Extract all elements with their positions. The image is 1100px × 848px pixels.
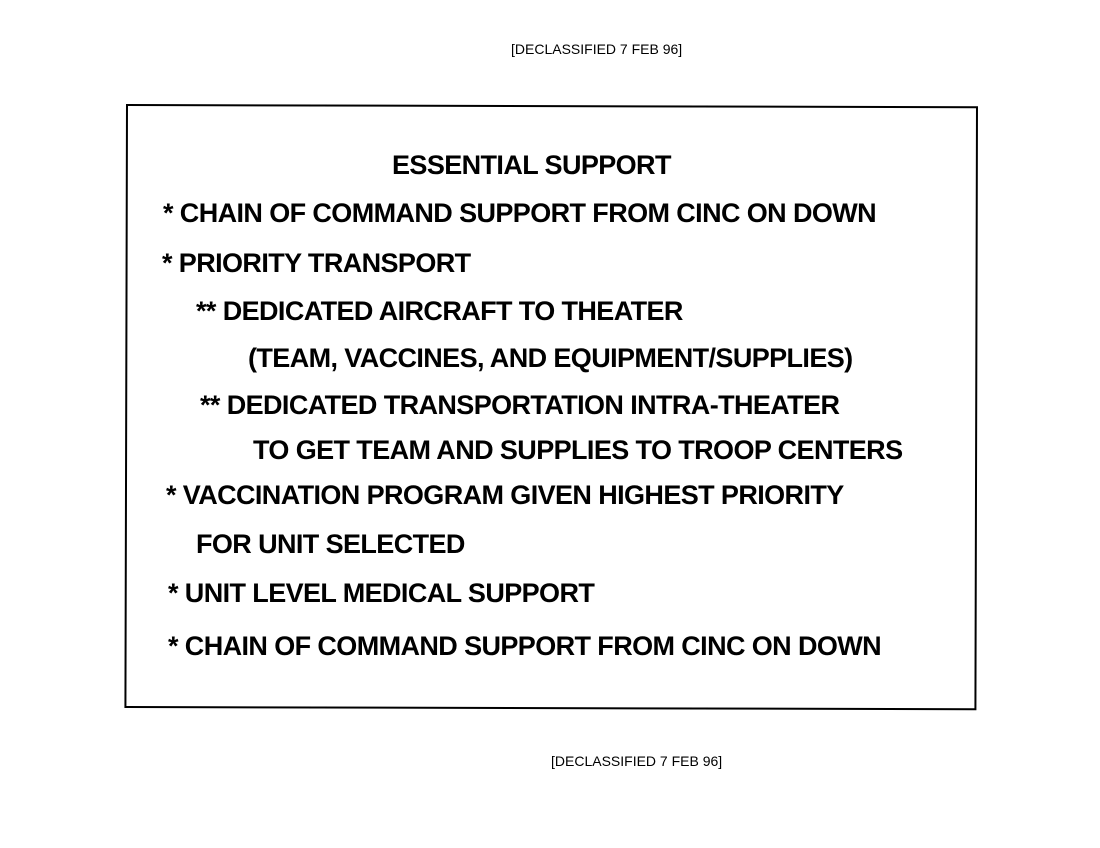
- bullet-unit-level-medical: * UNIT LEVEL MEDICAL SUPPORT: [168, 578, 595, 608]
- sub-bullet-dedicated-aircraft: ** DEDICATED AIRCRAFT TO THEATER: [196, 296, 683, 326]
- bullet-chain-of-command-1: * CHAIN OF COMMAND SUPPORT FROM CINC ON DOWN: [163, 198, 877, 228]
- slide-title: ESSENTIAL SUPPORT: [392, 150, 671, 180]
- sub-bullet-transportation-detail: TO GET TEAM AND SUPPLIES TO TROOP CENTERS: [253, 435, 903, 465]
- bullet-priority-transport: * PRIORITY TRANSPORT: [162, 248, 471, 278]
- declassified-stamp-bottom: [DECLASSIFIED 7 FEB 96]: [551, 753, 723, 769]
- bullet-vaccination-detail: FOR UNIT SELECTED: [196, 529, 465, 559]
- bullet-chain-of-command-2: * CHAIN OF COMMAND SUPPORT FROM CINC ON DOWN: [168, 631, 882, 661]
- sub-bullet-dedicated-transportation: ** DEDICATED TRANSPORTATION INTRA-THEATER: [200, 390, 840, 420]
- bullet-vaccination-program: * VACCINATION PROGRAM GIVEN HIGHEST PRIORITY: [166, 480, 844, 510]
- declassified-stamp-top: [DECLASSIFIED 7 FEB 96]: [511, 41, 683, 57]
- sub-bullet-aircraft-detail: (TEAM, VACCINES, AND EQUIPMENT/SUPPLIES): [248, 343, 853, 373]
